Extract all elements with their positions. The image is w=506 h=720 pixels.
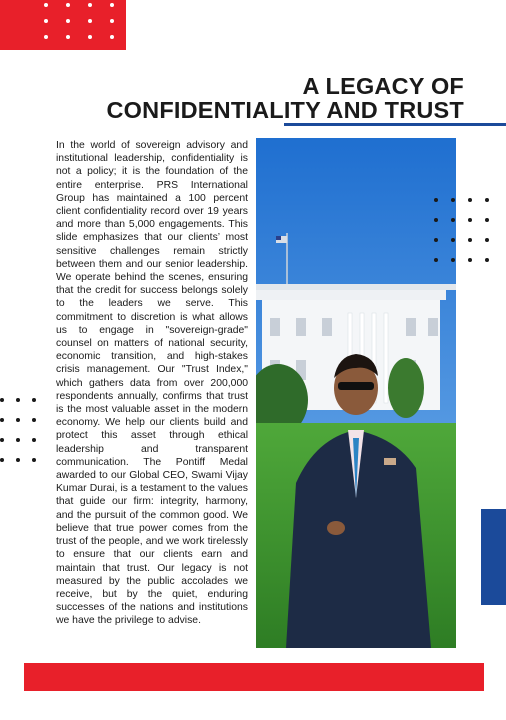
grid-dot [0, 458, 4, 462]
left-dot-grid-icon [0, 398, 50, 468]
grid-dot [434, 218, 438, 222]
grid-dot [44, 19, 48, 23]
grid-dot [485, 238, 489, 242]
grid-dot [468, 238, 472, 242]
grid-dot [110, 3, 114, 7]
grid-dot [0, 398, 4, 402]
right-blue-accent-bar [481, 509, 506, 605]
grid-dot [451, 198, 455, 202]
page-title [107, 74, 465, 122]
grid-dot [0, 438, 4, 442]
grid-dot [434, 238, 438, 242]
portrait-illustration [256, 138, 456, 648]
grid-dot [468, 218, 472, 222]
grid-dot [16, 458, 20, 462]
grid-dot [44, 35, 48, 39]
grid-dot [88, 19, 92, 23]
title-underline [284, 123, 506, 126]
grid-dot [88, 35, 92, 39]
grid-dot [468, 258, 472, 262]
grid-dot [468, 198, 472, 202]
right-dot-grid-icon [434, 198, 494, 268]
grid-dot [434, 258, 438, 262]
grid-dot [88, 3, 92, 7]
grid-dot [485, 198, 489, 202]
grid-dot [32, 418, 36, 422]
grid-dot [451, 258, 455, 262]
grid-dot [434, 198, 438, 202]
grid-dot [66, 19, 70, 23]
bottom-red-accent-bar [24, 663, 484, 691]
grid-dot [16, 398, 20, 402]
grid-dot [110, 19, 114, 23]
grid-dot [110, 35, 114, 39]
grid-dot [44, 3, 48, 7]
title-line-1: A LEGACY OF [302, 73, 464, 99]
title-line-2: CONFIDENTIALITY AND TRUST [106, 97, 464, 123]
body-paragraph: In the world of sovereign advisory and institutional leadership, confidentiality is not a policy; it is the foundation of the entire enterprise. PRS International Group has maintained a 100 percent client confidentiality record over 19 years and more than 5,000 engagements. This slide emphasizes that our clients’ most sensitive challenges remain strictly between them and our senior leadership. We operate behind the scenes, ensuring that the credit for success belongs solely to the leaders we serve. This commitment to discretion is what allows us to engage in "sovereign-grade" counsel on matters of national security, economic transition, and high-stakes crisis management. Our "Trust Index," which gathers data from over 200,000 respondents annually, confirms that trust is the most valuable asset in the modern economy. We help our clients build and protect this asset through ethical leadership and transparent communication. The Pontiff Medal awarded to our Global CEO, Swami Vijay Kumar Durai, is a testament to the values that guide our firm: integrity, harmony, and the pursuit of the common good. We believe that true power comes from the trust of the people, and we work tirelessly to ensure that our clients earn and maintain that trust. Our legacy is not measured by the public accolades we receive, but by the quiet, enduring successes of the nations and institutions we have the privilege to advise. [56, 140, 248, 627]
grid-dot [485, 258, 489, 262]
grid-dot [32, 398, 36, 402]
corner-accent-block [0, 0, 126, 50]
grid-dot [16, 438, 20, 442]
grid-dot [16, 418, 20, 422]
grid-dot [66, 3, 70, 7]
portrait-photo [256, 138, 456, 648]
grid-dot [451, 238, 455, 242]
grid-dot [451, 218, 455, 222]
grid-dot [0, 418, 4, 422]
grid-dot [66, 35, 70, 39]
grid-dot [32, 438, 36, 442]
corner-dot-grid-icon [44, 3, 124, 45]
grid-dot [32, 458, 36, 462]
grid-dot [485, 218, 489, 222]
